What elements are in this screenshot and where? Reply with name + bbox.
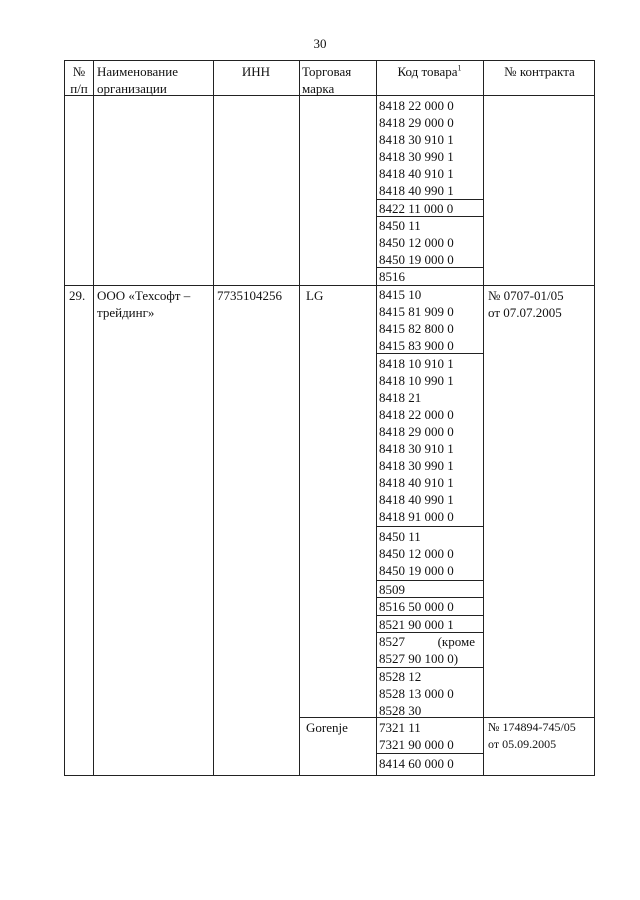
contract-number: № 174894-745/05 от 05.09.2005 [488,720,576,751]
code-item: 8418 40 910 1 [379,475,454,490]
code-item: 8418 21 [379,390,422,405]
header-brand: Торговая марка [302,64,352,96]
code-item: 8418 29 000 0 [379,424,454,439]
code-group [379,355,479,525]
continued-code-group [379,200,479,217]
header-product-code: Код товара$^1$ [397,63,462,79]
column-divider [299,61,300,775]
code-item: 8418 10 990 1 [379,373,454,388]
code-item: 8415 10 [379,287,422,302]
continued-code-group [379,97,479,199]
page-number: 30 [313,36,327,51]
code-group-divider [376,526,483,527]
code-item: 7321 11 [379,720,421,735]
code-item: 8528 12 [379,669,422,684]
code-item-with-note: 8527 (кроме [379,634,475,649]
code-item: 8418 29 000 0 [379,115,454,130]
column-divider [483,61,484,775]
code-group [379,719,479,753]
code-item: 8418 30 910 1 [379,132,454,147]
code-item: 8450 12 000 0 [379,235,454,250]
code-item: 8450 19 000 0 [379,563,454,578]
code-item: 8450 11 [379,218,421,233]
code-item: 8527 90 100 0) [379,651,459,666]
column-divider [213,61,214,775]
inn-value: 7735104256 [217,288,282,303]
code-group [379,633,479,667]
code-item: 8418 30 990 1 [379,149,454,164]
code-item: 7321 90 000 0 [379,737,454,752]
code-item: 8509 [379,582,405,597]
column-divider [93,61,94,775]
code-item: 8418 40 990 1 [379,183,454,198]
code-item: 8418 40 910 1 [379,166,454,181]
code-item: 8521 90 000 1 [379,617,454,632]
code-item: 8415 81 909 0 [379,304,454,319]
footnote-marker: 1 [457,63,462,73]
code-group [379,668,479,719]
code-item: 8450 19 000 0 [379,252,454,267]
header-organization: Наименование организации [97,64,178,96]
code-group [379,581,479,598]
code-group [379,755,479,772]
code-item: 8418 40 990 1 [379,492,454,507]
continued-code-group [379,268,479,285]
brand-name: LG [306,288,324,303]
code-item: 8418 22 000 0 [379,98,454,113]
code-item: 8418 30 990 1 [379,458,454,473]
code-item: 8528 30 [379,703,422,718]
code-item: 8418 30 910 1 [379,441,454,456]
code-item: 8415 83 900 0 [379,338,454,353]
code-group [379,598,479,615]
continued-code-group [379,217,479,268]
code-item: 8516 [379,269,405,284]
goods-table [64,60,595,776]
organization-name: ООО «Техсофт – трейдинг» [97,288,191,320]
row-divider [65,285,594,286]
code-item: 8450 11 [379,529,421,544]
brand-name: Gorenje [306,720,348,735]
code-item: 8528 13 000 0 [379,686,454,701]
code-item: 8422 11 000 0 [379,201,454,216]
header-inn: ИНН [241,64,271,79]
code-item: 8516 50 000 0 [379,599,454,614]
code-item: 8414 60 000 0 [379,756,454,771]
code-group-divider [376,753,483,754]
header-contract: № контракта [504,64,575,79]
header-number: № п/п [70,64,88,96]
row-number: 29. [69,288,86,303]
code-item: 8415 82 800 0 [379,321,454,336]
code-item: 8418 91 000 0 [379,509,454,524]
code-item: 8418 10 910 1 [379,356,454,371]
code-group [379,286,479,354]
code-group [379,616,479,633]
code-item: 8450 12 000 0 [379,546,454,561]
code-item: 8418 22 000 0 [379,407,454,422]
code-group [379,528,479,579]
contract-number: № 0707-01/05 от 07.07.2005 [488,288,564,320]
